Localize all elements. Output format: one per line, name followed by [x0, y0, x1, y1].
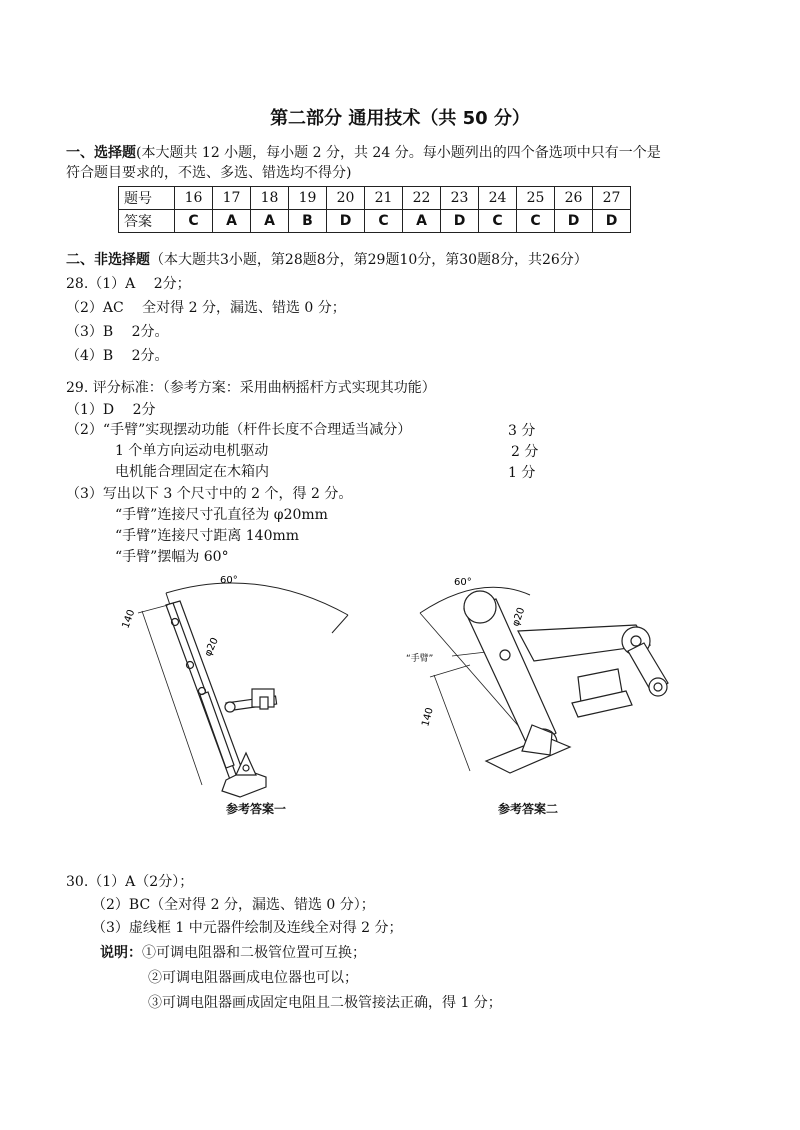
section2-desc: （本大题共3小题，第28题8分，第29题10分，第30题8分，共26分） [150, 252, 588, 268]
q29-part3-item3: “手臂”摆幅为 60° [115, 549, 229, 565]
figure-1-length-label: 140 [120, 608, 138, 631]
figure-2-caption: 参考答案二 [498, 802, 559, 816]
section2-heading: 二、非选择题 [66, 252, 150, 268]
table-cell: 26 [555, 187, 593, 210]
figure-2-arm-label: “手臂” [406, 654, 434, 664]
table-cell: B [289, 210, 327, 233]
figure-1-caption: 参考答案一 [226, 802, 287, 816]
q30-note-label: 说明： [100, 945, 142, 961]
q28-line-2: （2）AC 全对得 2 分，漏选、错选 0 分； [66, 300, 346, 316]
q30-line-1: 30.（1）A（2分）； [66, 874, 194, 890]
figure-1-drawing [118, 565, 368, 825]
q30-line-2: （2）BC（全对得 2 分，漏选、错选 0 分）； [92, 897, 375, 913]
q29-part3: （3）写出以下 3 个尺寸中的 2 个，得 2 分。 [66, 486, 353, 502]
table-cell: 25 [517, 187, 555, 210]
table-cell: C [517, 210, 555, 233]
table-cell: C [479, 210, 517, 233]
table-cell: C [365, 210, 403, 233]
table-cell: 20 [327, 187, 365, 210]
figure-2-drawing [400, 565, 680, 795]
table-row-answers [119, 210, 631, 233]
q30-note-2: ②可调电阻器画成电位器也可以； [148, 970, 358, 986]
q30-note-1: ①可调电阻器和二极管位置可互换； [142, 945, 366, 961]
table-cell: 21 [365, 187, 403, 210]
section1-line1 [66, 143, 661, 163]
q29-part2-item3: 电机能合理固定在木箱内 [115, 464, 269, 480]
q30-line-3: （3）虚线框 1 中元器件绘制及连线全对得 2 分； [92, 920, 403, 936]
section1-heading: 一、选择题 [66, 145, 136, 161]
figure-1-diameter-label: φ20 [202, 636, 221, 659]
q29-part2-item1: （2）“手臂”实现摆动功能（杆件长度不合理适当减分） [66, 422, 412, 438]
section1-desc-2: 符合题目要求的，不选、多选、错选均不得分) [66, 165, 352, 181]
table-cell: D [441, 210, 479, 233]
q30-note-row-1 [100, 943, 366, 963]
q29-part3-item2: “手臂”连接尺寸距离 140mm [115, 528, 300, 544]
page-title: 第二部分 通用技术（共 50 分） [270, 108, 530, 129]
section1-desc-1: (本大题共 12 小题，每小题 2 分，共 24 分。每小题列出的四个备选项中只有一个是 [136, 145, 661, 161]
table-cell: C [175, 210, 213, 233]
figure-2-length-label: 140 [420, 706, 436, 728]
table-cell: D [593, 210, 631, 233]
table-cell: D [555, 210, 593, 233]
q28-line-3: （3）B 2分。 [66, 324, 169, 340]
table-cell: A [213, 210, 251, 233]
table-cell: 22 [403, 187, 441, 210]
table-cell: 27 [593, 187, 631, 210]
table-header-number: 题号 [119, 187, 175, 210]
figure-2-angle-label: 60° [454, 577, 472, 588]
table-cell: 17 [213, 187, 251, 210]
table-cell: A [251, 210, 289, 233]
q28-line-4: （4）B 2分。 [66, 348, 169, 364]
q29-part3-item1: “手臂”连接尺寸孔直径为 φ20mm [115, 507, 328, 523]
figure-1-angle-label: 60° [220, 575, 238, 586]
table-cell: 16 [175, 187, 213, 210]
q29-intro: 29. 评分标准：（参考方案：采用曲柄摇杆方式实现其功能） [66, 380, 436, 396]
table-cell: 18 [251, 187, 289, 210]
q29-part1: （1）D 2分 [66, 402, 156, 418]
table-cell: D [327, 210, 365, 233]
table-cell: 24 [479, 187, 517, 210]
q29-part2-item2: 1 个单方向运动电机驱动 [115, 443, 269, 459]
table-header-answer: 答案 [119, 210, 175, 233]
table-cell: 19 [289, 187, 327, 210]
q29-part2-score2: 2 分 [511, 444, 539, 460]
q29-part2-score3: 1 分 [508, 465, 536, 481]
answer-table [118, 186, 631, 233]
q28-line-1: 28.（1）A 2分； [66, 276, 191, 292]
table-cell: 23 [441, 187, 479, 210]
table-row-numbers [119, 187, 631, 210]
table-cell: A [403, 210, 441, 233]
q29-part2-score1: 3 分 [508, 423, 536, 439]
figure-2-diameter-label: φ20 [510, 606, 528, 629]
section2-line [66, 250, 588, 270]
q30-note-3: ③可调电阻器画成固定电阻且二极管接法正确，得 1 分； [148, 995, 502, 1011]
